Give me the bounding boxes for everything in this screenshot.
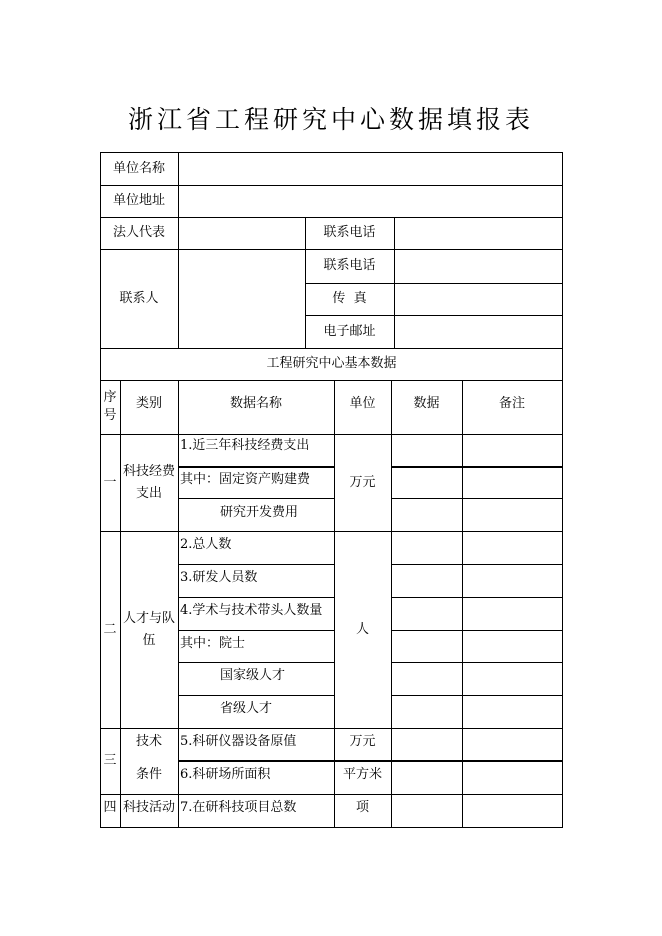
unit-name-label: 单位名称	[112, 160, 165, 176]
unit-address-label: 单位地址	[112, 193, 165, 208]
unit-name-field[interactable]	[179, 153, 562, 185]
group2-data-5[interactable]	[392, 663, 462, 695]
group1-item-3: 研究开发费用	[220, 504, 299, 520]
contact-person-field[interactable]	[179, 250, 305, 348]
group1-data-2[interactable]	[392, 468, 462, 498]
group3-item-2: 6.科研场所面积	[180, 767, 271, 782]
group1-unit: 万元	[349, 474, 376, 490]
group1-category	[120, 434, 178, 531]
header-data: 数据	[413, 395, 440, 411]
group2-category	[120, 531, 178, 728]
group1-data-1[interactable]	[392, 435, 462, 466]
header-category: 类别	[135, 395, 162, 411]
header-data-name: 数据名称	[229, 395, 282, 411]
header-seq	[100, 380, 120, 434]
group4-data-1[interactable]	[392, 795, 462, 827]
group1-seq: 一	[103, 474, 117, 490]
group3-category-line2: 条件	[135, 767, 162, 782]
group2-item-2: 3.研发人员数	[180, 569, 258, 585]
group2-unit: 人	[355, 621, 369, 637]
table-border-right	[562, 152, 563, 828]
group1-category-line1: 科技经费	[122, 463, 175, 479]
section-title: 工程研究中心基本数据	[266, 356, 397, 371]
group2-data-3[interactable]	[392, 598, 462, 630]
group3-seq: 三	[103, 753, 117, 768]
group4-seq: 四	[103, 800, 117, 815]
group2-seq: 二	[103, 621, 117, 637]
group4-remark-1[interactable]	[463, 795, 562, 827]
phone-label: 联系电话	[323, 225, 376, 240]
contact-person-label: 联系人	[119, 290, 159, 306]
table-border-bottom	[100, 827, 563, 828]
group2-data-4[interactable]	[392, 631, 462, 662]
group2-item-5: 国家级人才	[220, 668, 286, 683]
group2-remark-2[interactable]	[463, 565, 562, 597]
group2-item-1: 2.总人数	[180, 536, 232, 552]
group2-remark-5[interactable]	[463, 663, 562, 695]
group3-unit-2: 平方米	[342, 767, 382, 782]
header-seq-line2: 号	[103, 408, 117, 423]
group3-data-2[interactable]	[392, 762, 462, 794]
group2-data-6[interactable]	[392, 696, 462, 728]
group1-remark-1[interactable]	[463, 435, 562, 466]
legal-rep-field[interactable]	[179, 218, 305, 249]
group1-category-line2: 支出	[135, 485, 162, 501]
contact-phone-field[interactable]	[395, 250, 562, 283]
group1-item-1: 1.近三年科技经费支出	[180, 438, 310, 453]
group2-remark-6[interactable]	[463, 696, 562, 728]
group3-remark-2[interactable]	[463, 762, 562, 794]
group2-item-6: 省级人才	[220, 701, 273, 716]
group4-item-1: 7.在研科技项目总数	[180, 800, 297, 815]
header-remark: 备注	[498, 395, 525, 411]
email-label: 电子邮址	[323, 323, 376, 339]
group2-category-line1: 人才与队	[122, 610, 175, 626]
group1-item-2: 其中：固定资产购建费	[180, 472, 311, 487]
group4-unit: 项	[355, 800, 369, 815]
group3-item-1: 5.科研仪器设备原值	[180, 734, 297, 749]
group2-item-4: 其中：院士	[180, 635, 246, 651]
group2-remark-4[interactable]	[463, 631, 562, 662]
group3-data-1[interactable]	[392, 729, 462, 760]
header-seq-line1: 序	[103, 390, 117, 405]
group2-remark-1[interactable]	[463, 532, 562, 564]
group2-remark-3[interactable]	[463, 598, 562, 630]
page-title: 浙江省工程研究中心数据填报表	[127, 105, 534, 134]
group2-data-1[interactable]	[392, 532, 462, 564]
group4-category: 科技活动	[122, 800, 175, 815]
fax-label: 传 真	[332, 291, 367, 306]
group3-category-line1: 技术	[135, 734, 162, 749]
group1-remark-2[interactable]	[463, 468, 562, 498]
email-field[interactable]	[395, 316, 562, 348]
group2-data-2[interactable]	[392, 565, 462, 597]
legal-rep-phone-field[interactable]	[395, 218, 562, 249]
legal-rep-label: 法人代表	[112, 225, 165, 240]
fax-field[interactable]	[395, 284, 562, 315]
group3-unit-1: 万元	[349, 734, 376, 749]
contact-phone-label: 联系电话	[323, 258, 376, 273]
group1-remark-3[interactable]	[463, 499, 562, 531]
group2-category-line2: 伍	[142, 632, 156, 648]
group2-item-3: 4.学术与技术带头人数量	[180, 602, 323, 618]
group1-data-3[interactable]	[392, 499, 462, 531]
group3-remark-1[interactable]	[463, 729, 562, 760]
header-unit: 单位	[349, 395, 376, 411]
unit-address-field[interactable]	[179, 186, 562, 217]
